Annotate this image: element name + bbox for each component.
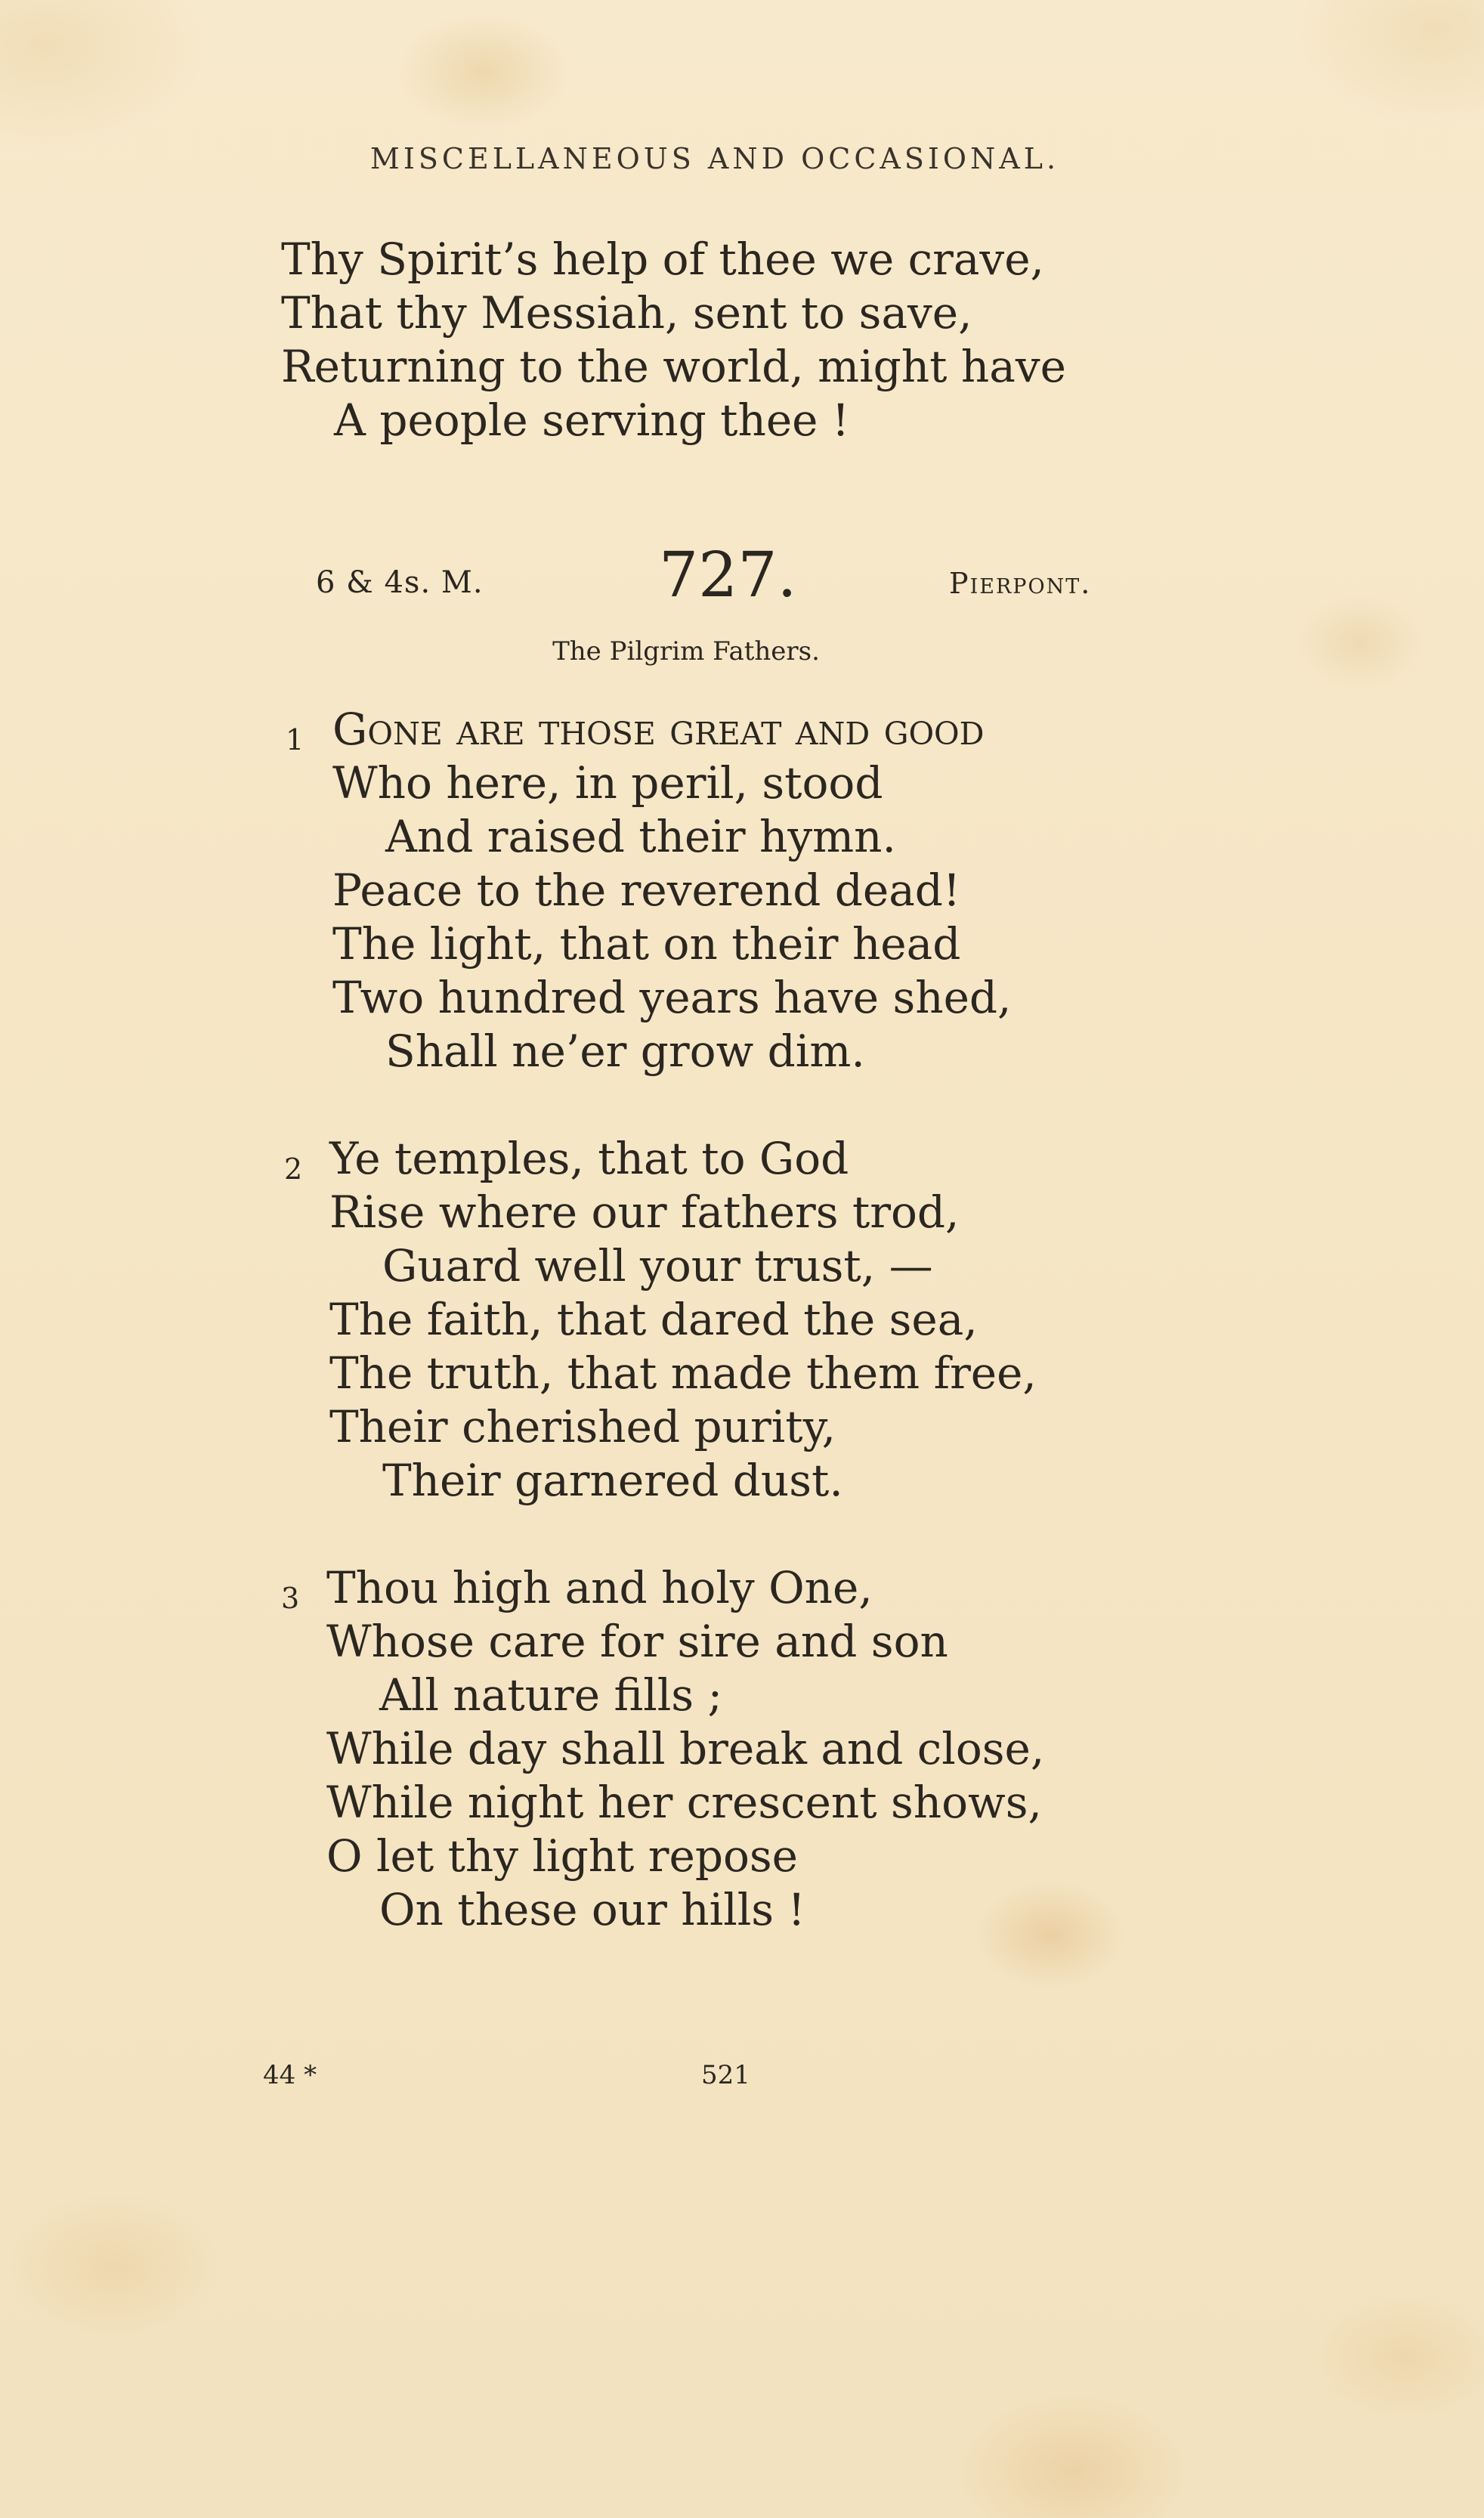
page-number: 521 — [701, 2060, 750, 2090]
verse-line: Guard well your trust, — — [382, 1240, 933, 1291]
verse-line: While night her crescent shows, — [326, 1777, 1042, 1828]
hymn-title: The Pilgrim Fathers. — [552, 636, 820, 667]
verse-line: Two hundred years have shed, — [332, 972, 1012, 1023]
verse-line: Gone are those great and good — [332, 704, 985, 755]
verse-line: Who here, in peril, stood — [332, 757, 883, 809]
verse-line: Their garnered dust. — [382, 1455, 843, 1506]
verse-line: The truth, that made them free, — [329, 1347, 1037, 1399]
verse-line: Thou high and holy One, — [326, 1562, 873, 1613]
verse-line: That thy Messiah, sent to save, — [281, 287, 972, 339]
verse-line: Rise where our fathers trod, — [329, 1186, 960, 1238]
verse-line: On these our hills ! — [379, 1884, 805, 1935]
verse-line: While day shall break and close, — [326, 1723, 1045, 1774]
hymn-author: Pierpont. — [949, 567, 1092, 600]
verse-line: The faith, that dared the sea, — [329, 1294, 978, 1345]
hymn-header — [0, 538, 1484, 614]
running-head: MISCELLANEOUS AND OCCASIONAL. — [369, 142, 1060, 175]
signature-mark: 44 * — [263, 2060, 317, 2090]
verse-line: Ye temples, that to God — [329, 1133, 849, 1184]
verse-line: Thy Spirit’s help of thee we crave, — [281, 234, 1044, 285]
stanza-number: 2 — [284, 1152, 303, 1186]
verse-line: Shall ne’er grow dim. — [385, 1025, 865, 1077]
verse-line: All nature fills ; — [379, 1669, 723, 1721]
stanza-number: 1 — [286, 723, 305, 756]
verse-line: Their cherished purity, — [329, 1401, 836, 1452]
verse-line: The light, that on their head — [332, 918, 961, 970]
verse-line: A people serving thee ! — [334, 394, 850, 446]
verse-line: O let thy light repose — [326, 1830, 798, 1882]
hymn-meter: 6 & 4s. M. — [316, 565, 484, 600]
verse-line: And raised their hymn. — [385, 811, 896, 862]
verse-line: Returning to the world, might have — [281, 341, 1066, 392]
verse-line: Peace to the reverend dead! — [332, 865, 961, 916]
stanza-number: 3 — [281, 1582, 300, 1615]
hymn-number: 727. — [659, 540, 797, 611]
verse-line: Whose care for sire and son — [326, 1616, 948, 1667]
